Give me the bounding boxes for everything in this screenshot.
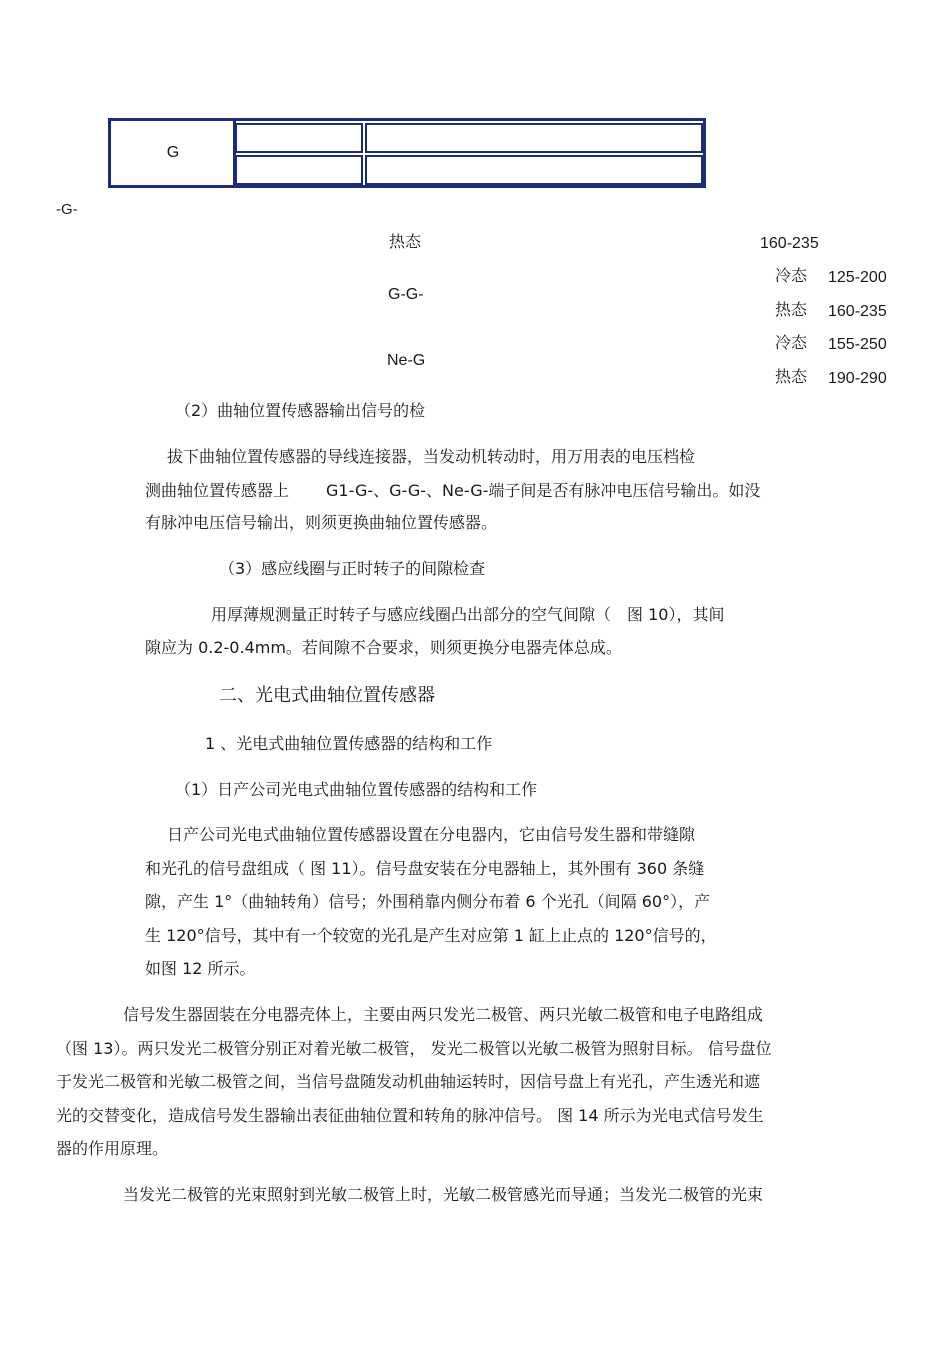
ne-terminal-label: Ne-G [387, 352, 426, 369]
ne-hot-value: 190-290 [828, 370, 887, 387]
ne-hot-label: 热态 [775, 367, 808, 386]
sec2-line2a: 测曲轴位置传感器上 [145, 481, 290, 500]
hot-state-value: 160-235 [760, 235, 819, 252]
sec2-heading: （2）曲轴位置传感器输出信号的检 [175, 401, 426, 420]
sec3-heading: （3）感应线圈与正时转子的间隙检查 [219, 559, 486, 578]
para1-line4: 生 120°信号，其中有一个较宽的光孔是产生对应第 1 缸上止点的 120°信号的， [145, 926, 717, 945]
part2-title: 二、光电式曲轴位置传感器 [219, 685, 435, 706]
part2-subheading-2: （1）日产公司光电式曲轴位置传感器的结构和工作 [175, 780, 538, 799]
sec3-line1: 用厚薄规测量正时转子与感应线圈凸出部分的空气间隙（ 图 10），其间 [211, 605, 725, 624]
para2-line5: 器的作用原理。 [56, 1139, 169, 1158]
ne-cold-value: 155-250 [828, 336, 887, 353]
ne-cold-label: 冷态 [775, 333, 808, 352]
para1-line5: 如图 12 所示。 [145, 959, 256, 978]
para2-line3: 于发光二极管和光敏二极管之间，当信号盘随发动机曲轴运转时，因信号盘上有光孔，产生透光和遮 [56, 1072, 761, 1091]
g2-hot-value: 160-235 [828, 303, 887, 320]
para1-line1: 日产公司光电式曲轴位置传感器设置在分电器内，它由信号发生器和带缝隙 [167, 825, 696, 844]
sec2-line3: 有脉冲电压信号输出，则须更换曲轴位置传感器。 [145, 513, 498, 532]
sec2-line1: 拔下曲轴位置传感器的导线连接器，当发动机转动时，用万用表的电压档检 [167, 447, 696, 466]
para1-line3: 隙，产生 1°（曲轴转角）信号；外围稍靠内侧分布着 6 个光孔（间隔 60°），产 [145, 892, 711, 911]
part2-subheading-1: 1 、光电式曲轴位置传感器的结构和工作 [205, 734, 493, 753]
g2-cold-value: 125-200 [828, 269, 887, 286]
para1-line2: 和光孔的信号盘组成（ 图 11）。信号盘安装在分电器轴上，其外围有 360 条缝 [145, 859, 705, 878]
table-divider [233, 121, 236, 185]
sec3-line2: 隙应为 0.2-0.4mm。若间隙不合要求，则须更换分电器壳体总成。 [145, 638, 622, 657]
table-cell-r2c2 [235, 155, 363, 185]
para2-line2: （图 13）。两只发光二极管分别正对着光敏二极管， 发光二极管以光敏二极管为照射目标。 信号盘位 [56, 1039, 772, 1058]
table-cell-r1c2 [235, 123, 363, 153]
table-g-cell: G [166, 144, 180, 161]
header-table [108, 118, 706, 188]
para2-line4: 光的交替变化，造成信号发生器输出表征曲轴位置和转角的脉冲信号。 图 14 所示为光电式信号发生 [56, 1106, 764, 1125]
g2-hot-label: 热态 [775, 300, 808, 319]
hot-state-label: 热态 [389, 232, 422, 251]
para3-line1: 当发光二极管的光束照射到光敏二极管上时，光敏二极管感光而导通；当发光二极管的光束 [123, 1185, 764, 1204]
g-dash-label: -G- [56, 201, 78, 218]
para2-line1: 信号发生器固装在分电器壳体上，主要由两只发光二极管、两只光敏二极管和电子电路组成 [123, 1005, 764, 1024]
table-cell-r1c3 [365, 123, 703, 153]
sec2-line2b: G1-G-、G-G-、Ne-G-端子间是否有脉冲电压信号输出。如没 [326, 481, 761, 500]
table-cell-r2c3 [365, 155, 703, 185]
g2-terminal-label: G-G- [388, 286, 424, 303]
g2-cold-label: 冷态 [775, 266, 808, 285]
